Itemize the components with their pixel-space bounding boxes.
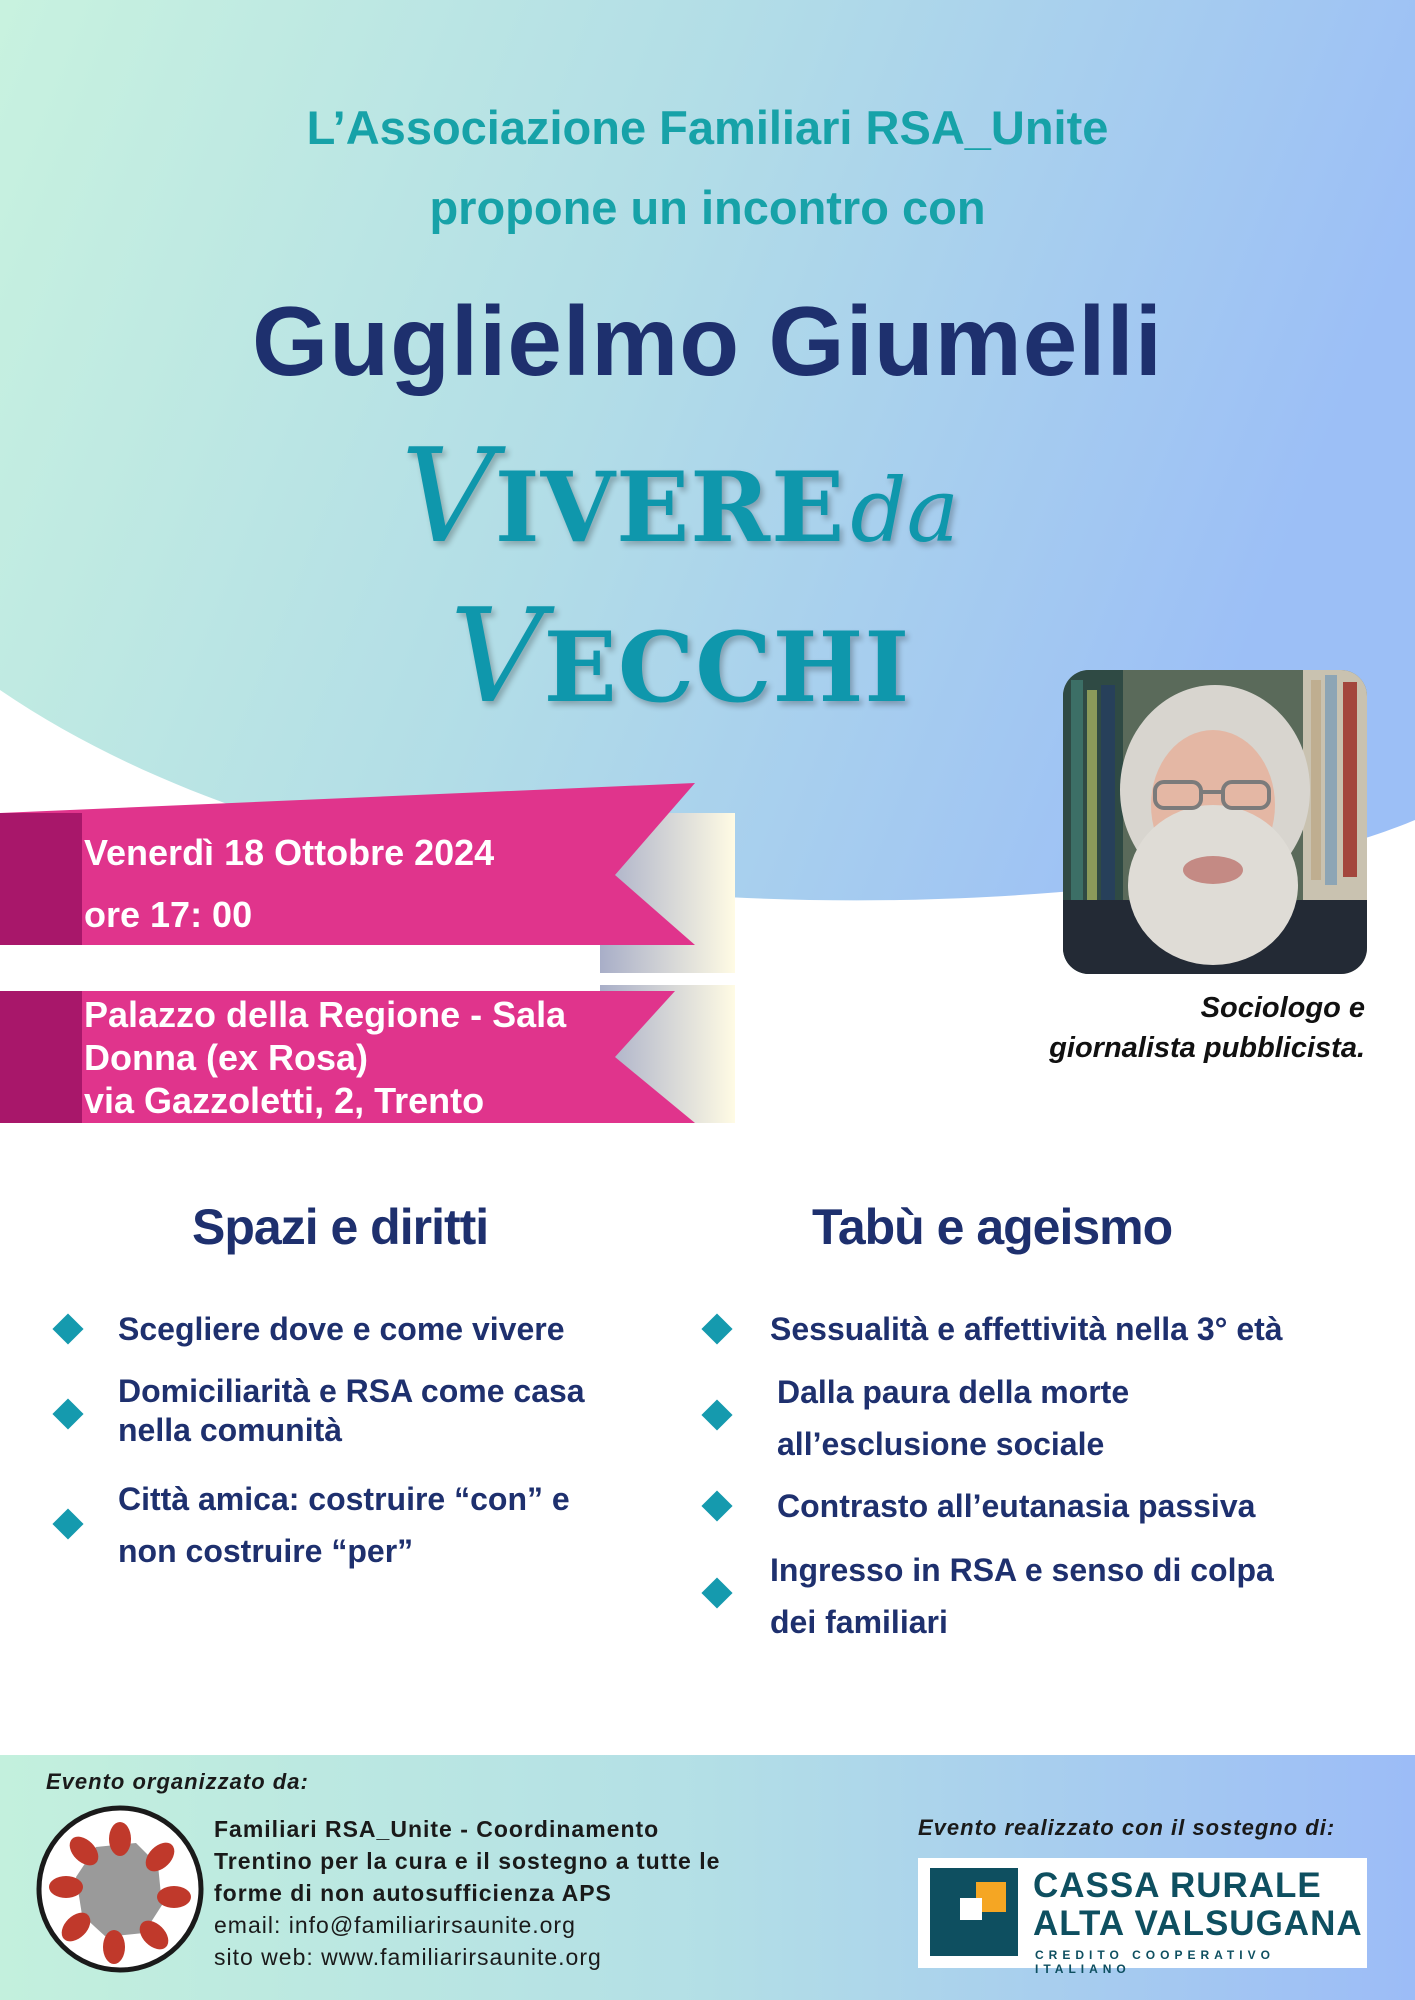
event-date: Venerdì 18 Ottobre 2024 bbox=[84, 832, 495, 873]
organizer-info bbox=[214, 1813, 720, 1973]
diamond-bullet-icon bbox=[701, 1313, 732, 1344]
title-word-da: da bbox=[850, 459, 960, 562]
organizer-name-line-1: Familiari RSA_Unite - Coordinamento bbox=[214, 1816, 660, 1842]
list-item-line-2: non costruire “per” bbox=[118, 1533, 414, 1569]
sponsor-tagline: CREDITO COOPERATIVO ITALIANO bbox=[1035, 1948, 1275, 1976]
list-item: Scegliere dove e come vivere bbox=[118, 1311, 565, 1347]
venue-line-2: Donna (ex Rosa) bbox=[84, 1037, 369, 1078]
diamond-bullet-icon bbox=[52, 1313, 83, 1344]
event-title-line-1 bbox=[330, 420, 1030, 572]
venue-line-3: via Gazzoletti, 2, Trento bbox=[84, 1080, 485, 1121]
hands-circle-logo-icon bbox=[36, 1805, 204, 1973]
event-title-line-2 bbox=[330, 580, 1030, 732]
diamond-bullet-icon bbox=[701, 1490, 732, 1521]
list-item-line-2: all’esclusione sociale bbox=[777, 1426, 1105, 1462]
list-item-line-2: nella comunità bbox=[118, 1412, 343, 1448]
diamond-bullet-icon bbox=[701, 1399, 732, 1430]
intro-line-1: L’Associazione Familiari RSA_Unite bbox=[306, 101, 1109, 154]
cassa-rurale-logo-icon bbox=[930, 1868, 1018, 1956]
list-item-line-1: Dalla paura della morte bbox=[777, 1374, 1130, 1410]
sponsor-label: Evento realizzato con il sostegno di: bbox=[918, 1815, 1336, 1840]
list-item: Sessualità e affettività nella 3° età bbox=[770, 1311, 1283, 1347]
sponsor-name-line-1: CASSA RURALE bbox=[1033, 1866, 1322, 1905]
venue-ribbon bbox=[0, 985, 735, 1125]
title-word-vecchi: ECCHI bbox=[543, 611, 911, 724]
date-ribbon bbox=[0, 783, 735, 973]
sponsor-name-line-2: ALTA VALSUGANA bbox=[1033, 1904, 1363, 1943]
title-initial-v2: V bbox=[449, 580, 544, 732]
footer bbox=[0, 1755, 1415, 2000]
organizer-website[interactable]: sito web: www.familiarirsaunite.org bbox=[214, 1944, 602, 1970]
list-item bbox=[118, 1372, 585, 1450]
organizer-name-line-3: forme di non autosufficienza APS bbox=[214, 1880, 612, 1906]
speaker-photo bbox=[1063, 670, 1367, 974]
list-item-line-1: Città amica: costruire “con” e bbox=[118, 1481, 570, 1517]
organizer-email[interactable]: email: info@familiarirsaunite.org bbox=[214, 1912, 576, 1938]
title-initial-v: V bbox=[400, 420, 495, 572]
title-word-vivere: IVERE bbox=[494, 451, 846, 564]
speaker-caption bbox=[945, 988, 1365, 1068]
column-heading-spazi: Spazi e diritti bbox=[192, 1199, 489, 1255]
list-item-line-1: Domiciliarità e RSA come casa bbox=[118, 1373, 585, 1409]
column-heading-tabu: Tabù e ageismo bbox=[812, 1199, 1173, 1255]
diamond-bullet-icon bbox=[701, 1577, 732, 1608]
speaker-caption-line-1: Sociologo e bbox=[1200, 992, 1365, 1024]
organized-by-label: Evento organizzato da: bbox=[46, 1769, 309, 1794]
venue-line-1: Palazzo della Regione - Sala bbox=[84, 994, 567, 1035]
speaker-caption-line-2: giornalista pubblicista. bbox=[1049, 1032, 1365, 1064]
speaker-name: Guglielmo Giumelli bbox=[251, 286, 1163, 396]
list-item bbox=[118, 1473, 570, 1577]
organizer-name-line-2: Trentino per la cura e il sostegno a tutte le bbox=[214, 1848, 721, 1874]
event-time: ore 17: 00 bbox=[84, 894, 253, 935]
list-item bbox=[770, 1544, 1274, 1648]
list-item-line-2: dei familiari bbox=[770, 1604, 948, 1640]
list-item-line-1: Ingresso in RSA e senso di colpa bbox=[770, 1552, 1274, 1588]
list-item bbox=[777, 1366, 1129, 1470]
sponsor-logo bbox=[918, 1858, 1367, 1976]
list-item: Contrasto all’eutanasia passiva bbox=[777, 1488, 1256, 1524]
diamond-bullet-icon bbox=[52, 1508, 83, 1539]
intro-line-2: propone un incontro con bbox=[429, 181, 986, 234]
diamond-bullet-icon bbox=[52, 1398, 83, 1429]
